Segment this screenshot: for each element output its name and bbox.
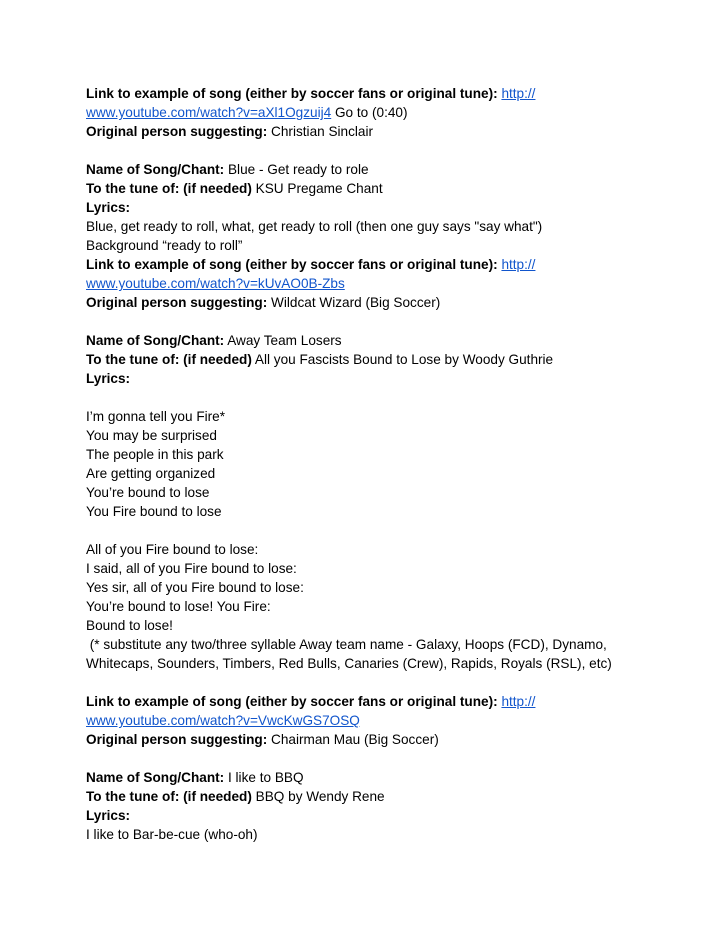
song-name-line	[86, 160, 706, 179]
song-name-value: Blue - Get ready to role	[227, 162, 369, 177]
youtube-link-start[interactable]: http://	[501, 86, 536, 101]
song-name-label: Name of Song/Chant:	[86, 333, 225, 348]
lyric-line: Background “ready to roll”	[86, 238, 243, 253]
tune-line	[86, 787, 706, 806]
lyric-line: The people in this park	[86, 447, 224, 462]
link-label: Link to example of song (either by soccer fans or original tune):	[86, 86, 498, 101]
lyric-line: Bound to lose!	[86, 618, 173, 633]
youtube-link[interactable]: www.youtube.com/watch?v=kUvAO0B-Zbs	[86, 276, 345, 291]
tune-label: To the tune of: (if needed)	[86, 789, 252, 804]
tune-value: All you Fascists Bound to Lose by Woody Guthrie	[254, 352, 554, 367]
suggester-value: Chairman Mau (Big Soccer)	[271, 732, 439, 747]
song-name-line	[86, 768, 706, 787]
youtube-link-start[interactable]: http://	[501, 694, 536, 709]
link-label: Link to example of song (either by soccer fans or original tune):	[86, 257, 498, 272]
lyric-line: All of you Fire bound to lose:	[86, 542, 259, 557]
suggester-line	[86, 293, 706, 312]
lyric-line: Blue, get ready to roll, what, get ready to roll (then one guy says "say what")	[86, 219, 543, 234]
link-line	[86, 84, 706, 103]
lyric-line: Are getting organized	[86, 466, 216, 481]
youtube-link-start[interactable]: http://	[501, 257, 536, 272]
tune-label: To the tune of: (if needed)	[86, 181, 252, 196]
lyric-line: I like to Bar-be-cue (who-oh)	[86, 827, 258, 842]
lyric-line: I’m gonna tell you Fire*	[86, 409, 226, 424]
lyrics-label: Lyrics:	[86, 200, 131, 215]
lyric-line: Yes sir, all of you Fire bound to lose:	[86, 580, 304, 595]
link-line	[86, 692, 706, 711]
suggester-line	[86, 122, 706, 141]
footnote-line: Whitecaps, Sounders, Timbers, Red Bulls, Canaries (Crew), Rapids, Royals (RSL), etc)	[86, 656, 612, 671]
lyric-line: You Fire bound to lose	[86, 504, 222, 519]
lyric-line: You may be surprised	[86, 428, 217, 443]
song-name-value: Away Team Losers	[227, 333, 342, 348]
lyrics-label: Lyrics:	[86, 371, 131, 386]
link-line-continued	[86, 274, 706, 293]
lyric-line: You’re bound to lose! You Fire:	[86, 599, 271, 614]
youtube-link[interactable]: www.youtube.com/watch?v=VwcKwGS7OSQ	[86, 713, 360, 728]
link-line-continued	[86, 103, 706, 122]
suggester-value: Christian Sinclair	[271, 124, 374, 139]
suggester-label: Original person suggesting:	[86, 732, 268, 747]
document-page	[86, 84, 706, 844]
lyric-line: You’re bound to lose	[86, 485, 210, 500]
tune-value: BBQ by Wendy Rene	[255, 789, 385, 804]
tune-label: To the tune of: (if needed)	[86, 352, 252, 367]
link-label: Link to example of song (either by soccer fans or original tune):	[86, 694, 498, 709]
lyrics-heading	[86, 369, 706, 388]
link-line-continued	[86, 711, 706, 730]
suggester-value: Wildcat Wizard (Big Soccer)	[271, 295, 441, 310]
suggester-line	[86, 730, 706, 749]
link-line	[86, 255, 706, 274]
tune-value: KSU Pregame Chant	[255, 181, 383, 196]
song-name-line	[86, 331, 706, 350]
lyrics-heading	[86, 806, 706, 825]
footnote-line: (* substitute any two/three syllable Away team name - Galaxy, Hoops (FCD), Dynamo,	[86, 637, 607, 652]
tune-line	[86, 179, 706, 198]
song-name-label: Name of Song/Chant:	[86, 162, 225, 177]
link-note: Go to (0:40)	[334, 105, 408, 120]
lyric-line: I said, all of you Fire bound to lose:	[86, 561, 297, 576]
song-name-label: Name of Song/Chant:	[86, 770, 225, 785]
lyrics-heading	[86, 198, 706, 217]
song-name-value: I like to BBQ	[227, 770, 304, 785]
suggester-label: Original person suggesting:	[86, 295, 268, 310]
youtube-link[interactable]: www.youtube.com/watch?v=aXl1Ogzuij4	[86, 105, 332, 120]
lyrics-label: Lyrics:	[86, 808, 131, 823]
tune-line	[86, 350, 706, 369]
suggester-label: Original person suggesting:	[86, 124, 268, 139]
